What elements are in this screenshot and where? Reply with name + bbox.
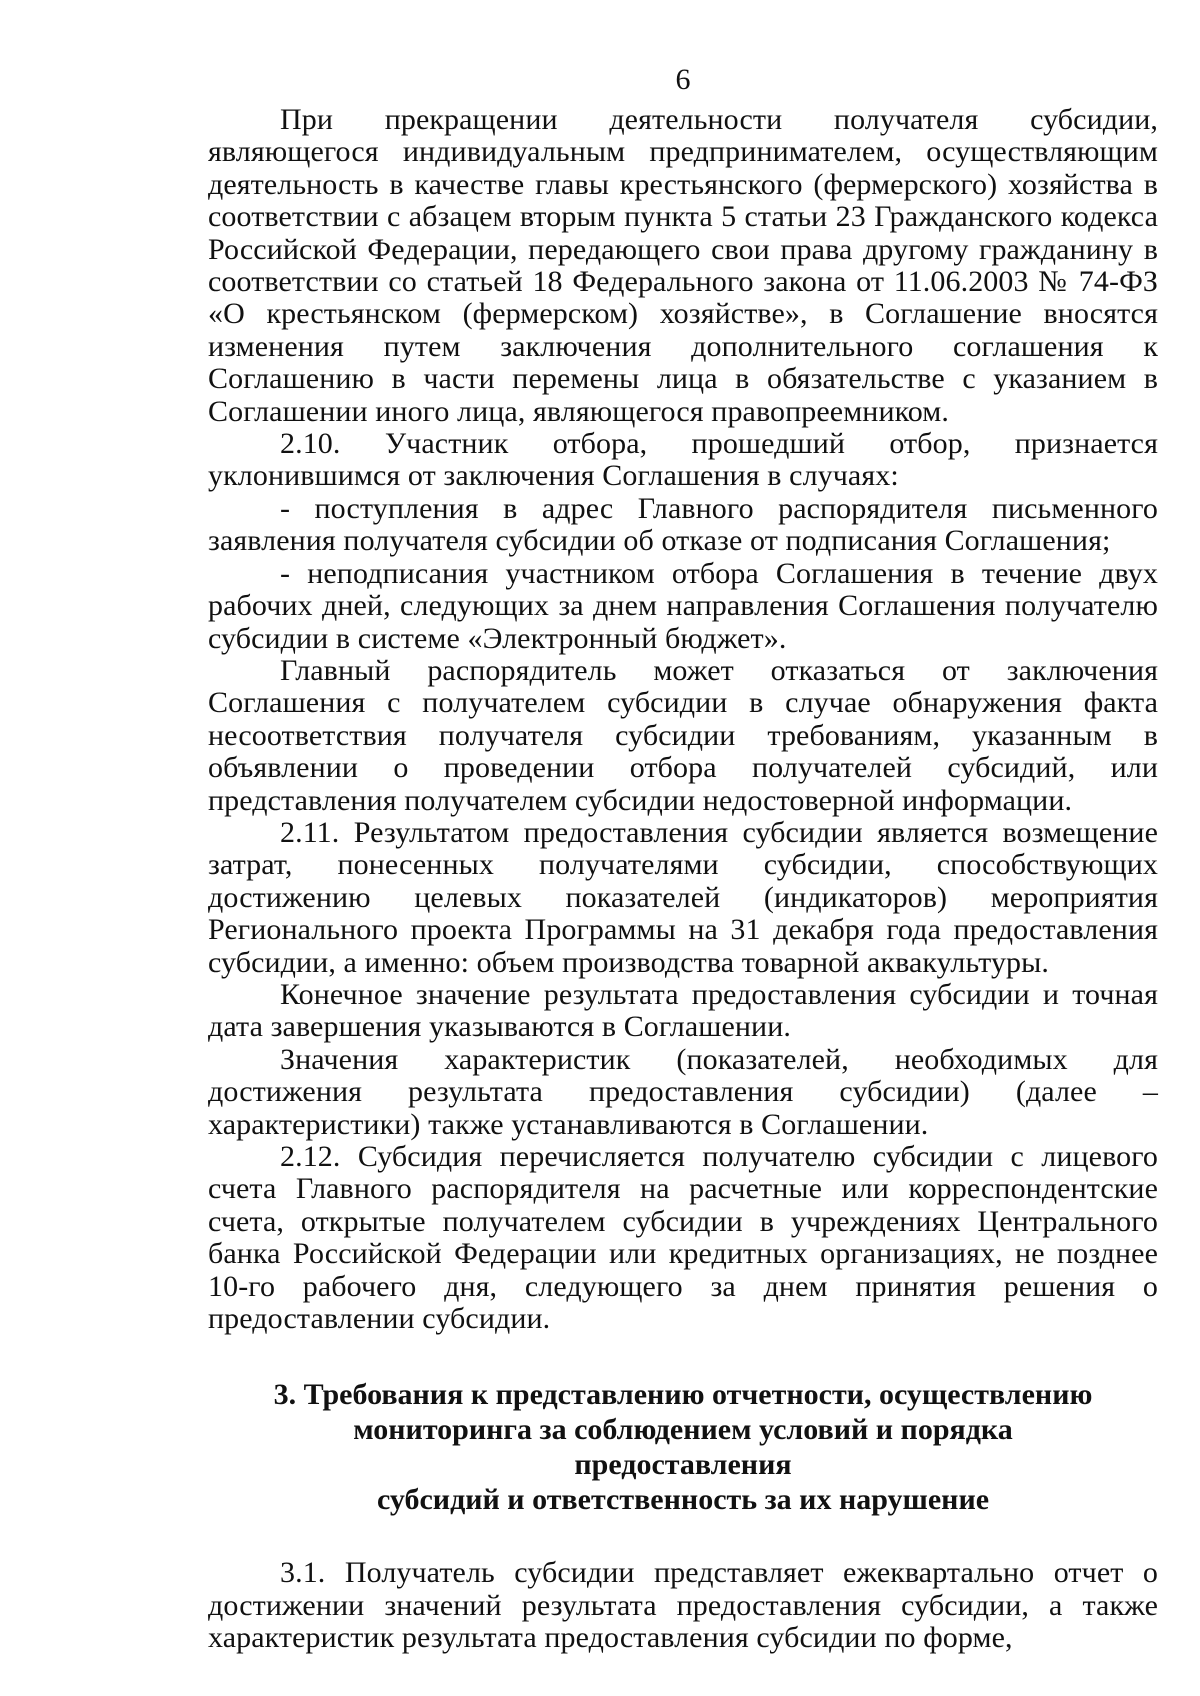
paragraph-2-10-case-1: - поступления в адрес Главного распорядителя письменного заявления получателя субсидии об отказе от подписания Соглашения; (208, 491, 1158, 558)
section-3-heading (248, 1377, 1118, 1517)
paragraph-2-10: 2.10. Участник отбора, прошедший отбор, признается уклонившимся от заключения Соглашения в случаях: (208, 427, 1158, 493)
paragraph-refusal: Главный распорядитель может отказаться от заключения Соглашения с получателем субсидии в случае обнаружения факта несоответствия получателя субсидии требованиям, указанным в объявлении о проведении отбора получателей субсидий, или представления получателем субсидии недостоверной информации. (208, 653, 1158, 817)
paragraph-characteristics: Значения характеристик (показателей, необходимых для достижения результата предоставления субсидии) (далее – характеристики) также устанавливаются в Соглашении. (208, 1042, 1158, 1141)
paragraph-3-1: 3.1. Получатель субсидии представляет ежеквартально отчет о достижении значений результата предоставления субсидии, а также характеристик результата предоставления субсидии по форме, (208, 1556, 1158, 1655)
page-number: 6 (675, 63, 691, 96)
section-heading-line: субсидий и ответственность за их нарушение (376, 1483, 990, 1517)
paragraph-successor: При прекращении деятельности получателя субсидии, являющегося индивидуальным предпринимателем, осуществляющим деятельность в качестве главы крестьянского (фермерского) хозяйства в соответствии с абзацем вторым пункта 5 статьи 23 Гражданского кодекса Российской Федерации, передающего свои права другому гражданину в соответствии со статьей 18 Федерального закона от 11.06.2003 № 74-ФЗ «О крестьянском (фермерском) хозяйстве», в Соглашение вносятся изменения путем заключения дополнительного соглашения к Соглашению в части перемены лица в обязательстве с указанием в Соглашении иного лица, являющегося правопреемником. (208, 103, 1158, 428)
section-heading-line: 3. Требования к представлению отчетности, осуществлению (273, 1378, 1093, 1412)
paragraph-2-11: 2.11. Результатом предоставления субсидии является возмещение затрат, понесенных получателями субсидии, способствующих достижению целевых показателей (индикаторов) мероприятия Регионального проекта Программы на 31 декабря года предоставления субсидии, а именно: объем производства товарной аквакультуры. (208, 815, 1158, 979)
paragraph-2-12: 2.12. Субсидия перечисляется получателю субсидии с лицевого счета Главного распорядителя на расчетные или корреспондентские счета, открытые получателем субсидии в учреждениях Центрального банка Российской Федерации или кредитных организациях, не позднее 10-го рабочего дня, следующего за днем принятия решения о предоставлении субсидии. (208, 1140, 1158, 1336)
paragraph-final-value: Конечное значение результата предоставления субсидии и точная дата завершения указываются в Соглашении. (208, 977, 1158, 1044)
paragraph-2-10-case-2: - неподписания участником отбора Соглашения в течение двух рабочих дней, следующих за днем направления Соглашения получателю субсидии в системе «Электронный бюджет». (208, 556, 1158, 655)
section-heading-line: мониторинга за соблюдением условий и порядка предоставления (353, 1413, 1013, 1482)
document-page (208, 62, 1158, 1655)
